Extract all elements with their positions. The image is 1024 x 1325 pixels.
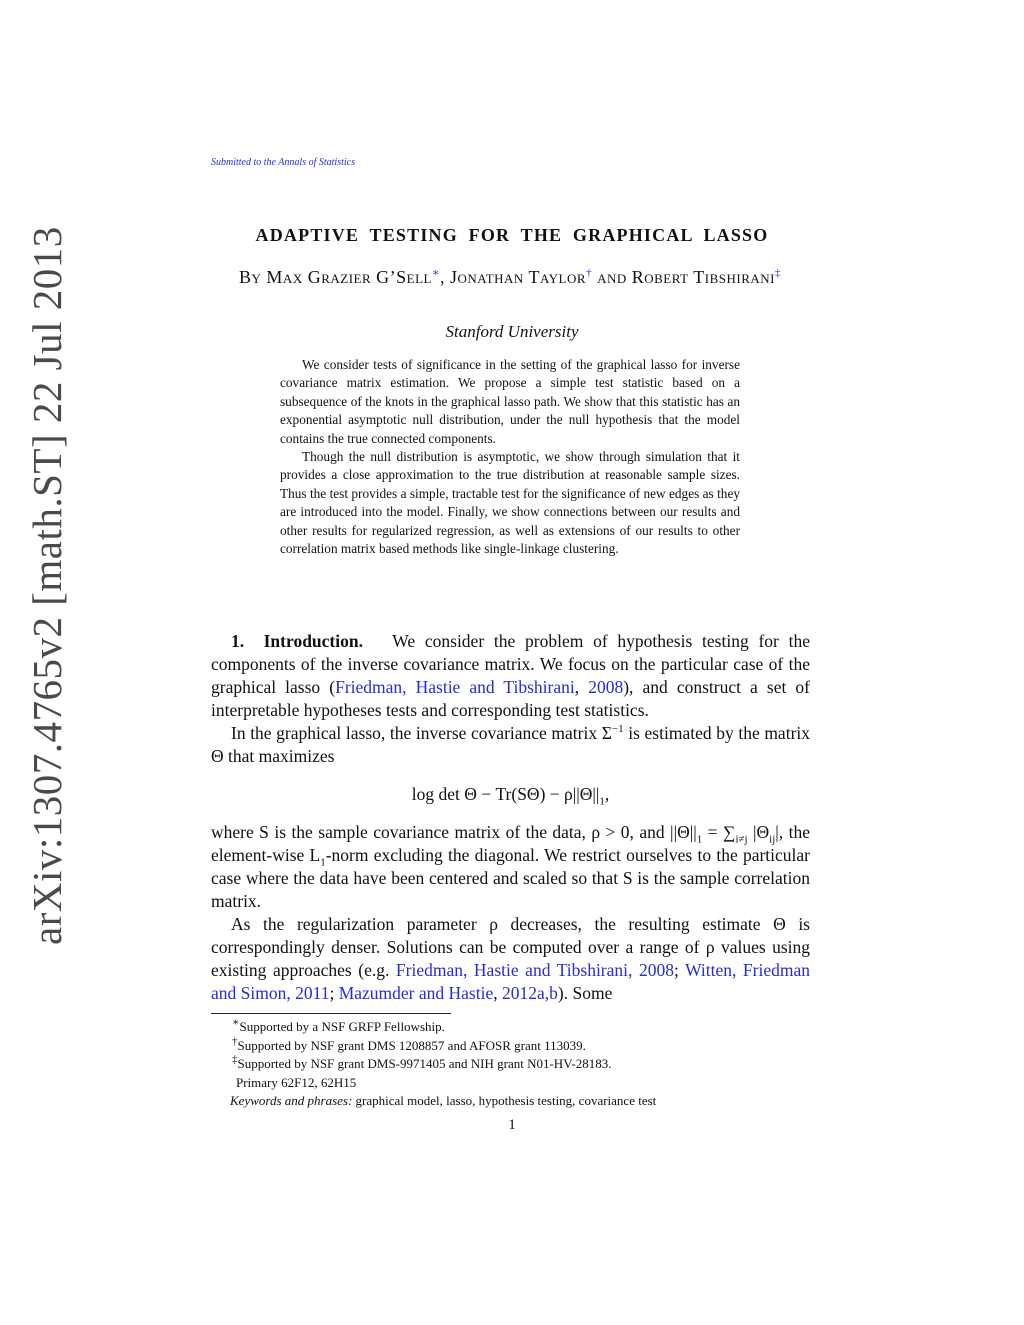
- author-taylor: Jonathan Taylor: [449, 267, 587, 287]
- citation-link[interactable]: Witten, Friedman and Simon, 2011: [211, 960, 810, 1003]
- and-label: and: [597, 267, 627, 287]
- abstract-paragraph-1: We consider tests of significance in the setting of the graphical lasso for inverse covariance matrix estimation. We propose a simple test statistic based on a subsequence of the knots in the graphical lasso path. We show that this statistic has an exponential asymptotic null distribution, under the null hypothesis that the model contains the true connected components.: [280, 357, 740, 446]
- subscript: 1: [320, 856, 326, 869]
- subscript: 1: [696, 833, 703, 846]
- footnote-rule: [211, 1013, 451, 1014]
- intro-text: As the regularization parameter ρ decreases, the resulting estimate Θ is correspondingly denser. Solutions can be computed over a range of ρ values using existing approaches (e.g.: [211, 914, 810, 980]
- primary-classification: Primary 62F12, 62H15: [236, 1074, 357, 1090]
- intro-paragraph-2: [211, 722, 810, 768]
- intro-text: where S is the sample covariance matrix of the data, ρ > 0, and ||Θ||: [211, 822, 697, 842]
- intro-text: = ∑: [702, 822, 736, 842]
- footnote-mark-3[interactable]: ‡: [774, 267, 781, 279]
- paper-title: ADAPTIVE TESTING FOR THE GRAPHICAL LASSO: [255, 225, 769, 245]
- footnote-text: Supported by NSF grant DMS 1208857 and AFOSR grant 113039.: [237, 1037, 586, 1053]
- footnotes: [232, 1018, 812, 1111]
- citation-year-link[interactable]: 2012a,b: [501, 983, 558, 1003]
- header-note[interactable]: Submitted to the Annals of Statistics: [211, 157, 355, 168]
- intro-text: ), and construct a set of interpretable hypotheses tests and corresponding test statistics.: [211, 677, 810, 720]
- footnote-mark: †: [232, 1035, 238, 1048]
- intro-text: ,: [493, 983, 502, 1003]
- affiliation: Stanford University: [445, 322, 579, 341]
- intro-text: |Θ: [747, 822, 770, 842]
- intro-text: ). Some: [557, 983, 613, 1003]
- superscript: −1: [611, 723, 624, 736]
- intro-paragraph-3: [211, 821, 810, 913]
- introduction-section: [211, 630, 810, 1005]
- footnote-mark: ∗: [232, 1016, 240, 1029]
- display-equation: [211, 783, 810, 806]
- page-number: 1: [508, 1117, 516, 1133]
- intro-text: -norm excluding the diagonal. We restrict ourselves to the particular case where the data have been centered and scaled so that S is the sample correlation matrix.: [211, 845, 811, 911]
- footnote-mark: ‡: [232, 1053, 238, 1066]
- author-gsell: Max Grazier G’Sell: [266, 267, 432, 287]
- footnote-2: [232, 1037, 812, 1056]
- citation-year-link[interactable]: 2008: [588, 677, 624, 697]
- keywords: [230, 1092, 812, 1111]
- intro-paragraph-1: [211, 630, 810, 722]
- keywords-text: graphical model, lasso, hypothesis testing, covariance test: [355, 1093, 657, 1108]
- intro-text: ,: [574, 677, 589, 697]
- author-tibshirani: Robert Tibshirani: [631, 267, 775, 287]
- equation-text: ,: [604, 784, 610, 804]
- subscript: i≠j: [735, 833, 748, 846]
- abstract: [280, 356, 740, 558]
- author-separator: ,: [439, 267, 445, 287]
- citation-link[interactable]: Friedman, Hastie and Tibshirani, 2008: [395, 960, 674, 980]
- intro-text: is estimated by the matrix Θ that maximizes: [211, 723, 811, 766]
- footnote-3: [232, 1055, 812, 1074]
- equation-text: log det Θ − Tr(SΘ) − ρ||Θ||: [411, 784, 600, 804]
- subscript: 1: [599, 795, 605, 808]
- footnote-mark-1[interactable]: ∗: [431, 267, 440, 279]
- citation-link[interactable]: Mazumder and Hastie: [338, 983, 494, 1003]
- intro-text: In the graphical lasso, the inverse covariance matrix Σ: [231, 723, 612, 743]
- citation-link[interactable]: Friedman, Hastie and Tibshirani: [335, 677, 575, 697]
- footnote-1: [232, 1018, 812, 1037]
- keywords-label: Keywords and phrases:: [230, 1093, 353, 1108]
- footnote-text: Supported by NSF grant DMS-9971405 and NIH grant N01-HV-28183.: [237, 1056, 612, 1071]
- abstract-paragraph-2: Though the null distribution is asymptotic, we show through simulation that it provides a close approximation to the true distribution at reasonable sample sizes. Thus the test provides a simple, tractable test for the significance of new edges as they are introduced into the model. Finally, we show connections between our results and other results for regularized regression, as well as extensions of our results to other correlation matrix based methods like single-linkage clustering.: [280, 449, 740, 557]
- by-label: By: [239, 267, 262, 287]
- footnote-text: Supported by a NSF GRFP Fellowship.: [239, 1019, 445, 1034]
- intro-text: |, the element-wise L: [211, 822, 810, 865]
- arxiv-side-identifier: arXiv:1307.4765v2 [math.ST] 22 Jul 2013: [24, 226, 70, 945]
- intro-text: We consider the problem of hypothesis testing for the components of the inverse covariance matrix. We focus on the particular case of the graphical lasso (: [211, 631, 810, 697]
- section-title: Introduction.: [263, 631, 363, 651]
- author-list: [230, 266, 790, 288]
- section-number: 1.: [231, 631, 245, 651]
- intro-paragraph-4: [211, 913, 810, 1005]
- intro-text: ;: [673, 960, 686, 980]
- footnote-mark-2[interactable]: †: [586, 267, 593, 279]
- subscript: ij: [769, 833, 776, 846]
- intro-text: ;: [329, 983, 339, 1003]
